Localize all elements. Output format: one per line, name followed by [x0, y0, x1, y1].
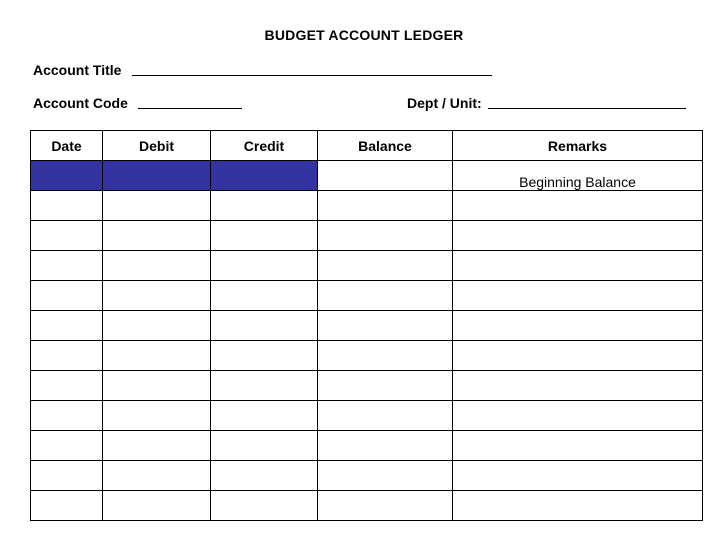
table-row: [31, 251, 703, 281]
balance-cell[interactable]: [318, 221, 453, 251]
remarks-cell[interactable]: [453, 191, 703, 221]
debit-cell[interactable]: [103, 461, 211, 491]
date-cell[interactable]: [31, 191, 103, 221]
remarks-cell[interactable]: [453, 281, 703, 311]
date-cell[interactable]: [31, 251, 103, 281]
column-header-credit: Credit: [211, 131, 318, 161]
remarks-cell[interactable]: [453, 371, 703, 401]
date-cell[interactable]: [31, 371, 103, 401]
remarks-cell[interactable]: [453, 221, 703, 251]
remarks-cell[interactable]: [453, 461, 703, 491]
date-cell[interactable]: [31, 161, 103, 191]
debit-cell[interactable]: [103, 251, 211, 281]
balance-cell[interactable]: [318, 251, 453, 281]
debit-cell[interactable]: [103, 161, 211, 191]
debit-cell[interactable]: [103, 281, 211, 311]
debit-cell[interactable]: [103, 371, 211, 401]
credit-cell[interactable]: [211, 401, 318, 431]
account-title-field[interactable]: [132, 75, 492, 76]
remarks-cell[interactable]: [453, 311, 703, 341]
account-code-field[interactable]: [138, 108, 242, 109]
debit-cell[interactable]: [103, 191, 211, 221]
table-row: [31, 341, 703, 371]
table-row: [31, 461, 703, 491]
credit-cell[interactable]: [211, 461, 318, 491]
credit-cell[interactable]: [211, 371, 318, 401]
column-header-date: Date: [31, 131, 103, 161]
table-row: [31, 401, 703, 431]
balance-cell[interactable]: [318, 401, 453, 431]
balance-cell[interactable]: [318, 371, 453, 401]
balance-cell[interactable]: [318, 491, 453, 521]
table-row: [31, 371, 703, 401]
remarks-cell[interactable]: Beginning Balance: [453, 161, 703, 191]
account-code-label: Account Code: [33, 95, 128, 111]
date-cell[interactable]: [31, 281, 103, 311]
credit-cell[interactable]: [211, 221, 318, 251]
debit-cell[interactable]: [103, 311, 211, 341]
date-cell[interactable]: [31, 311, 103, 341]
remarks-cell[interactable]: [453, 401, 703, 431]
debit-cell[interactable]: [103, 341, 211, 371]
credit-cell[interactable]: [211, 251, 318, 281]
dept-unit-field[interactable]: [488, 108, 686, 109]
balance-cell[interactable]: [318, 311, 453, 341]
table-row: [31, 221, 703, 251]
balance-cell[interactable]: [318, 281, 453, 311]
remarks-cell[interactable]: [453, 431, 703, 461]
dept-unit-label: Dept / Unit:: [407, 95, 482, 111]
ledger-table: [30, 130, 703, 521]
table-row: [31, 311, 703, 341]
remarks-cell[interactable]: [453, 251, 703, 281]
credit-cell[interactable]: [211, 191, 318, 221]
table-row: [31, 281, 703, 311]
credit-cell[interactable]: [211, 341, 318, 371]
credit-cell[interactable]: [211, 431, 318, 461]
credit-cell[interactable]: [211, 161, 318, 191]
debit-cell[interactable]: [103, 401, 211, 431]
table-row: [31, 161, 703, 191]
remarks-cell[interactable]: [453, 341, 703, 371]
debit-cell[interactable]: [103, 431, 211, 461]
balance-cell[interactable]: [318, 341, 453, 371]
balance-cell[interactable]: [318, 191, 453, 221]
balance-cell[interactable]: [318, 431, 453, 461]
account-title-label: Account Title: [33, 62, 122, 78]
page-title: BUDGET ACCOUNT LEDGER: [264, 27, 464, 43]
column-header-remarks: Remarks: [453, 131, 703, 161]
balance-cell[interactable]: [318, 461, 453, 491]
table-row: [31, 191, 703, 221]
credit-cell[interactable]: [211, 491, 318, 521]
date-cell[interactable]: [31, 401, 103, 431]
column-header-debit: Debit: [103, 131, 211, 161]
balance-cell[interactable]: [318, 161, 453, 191]
debit-cell[interactable]: [103, 221, 211, 251]
date-cell[interactable]: [31, 431, 103, 461]
column-header-balance: Balance: [318, 131, 453, 161]
table-row: [31, 431, 703, 461]
date-cell[interactable]: [31, 221, 103, 251]
credit-cell[interactable]: [211, 311, 318, 341]
date-cell[interactable]: [31, 341, 103, 371]
date-cell[interactable]: [31, 491, 103, 521]
date-cell[interactable]: [31, 461, 103, 491]
table-row: [31, 491, 703, 521]
credit-cell[interactable]: [211, 281, 318, 311]
header-row: [31, 131, 703, 161]
debit-cell[interactable]: [103, 491, 211, 521]
remarks-cell[interactable]: [453, 491, 703, 521]
